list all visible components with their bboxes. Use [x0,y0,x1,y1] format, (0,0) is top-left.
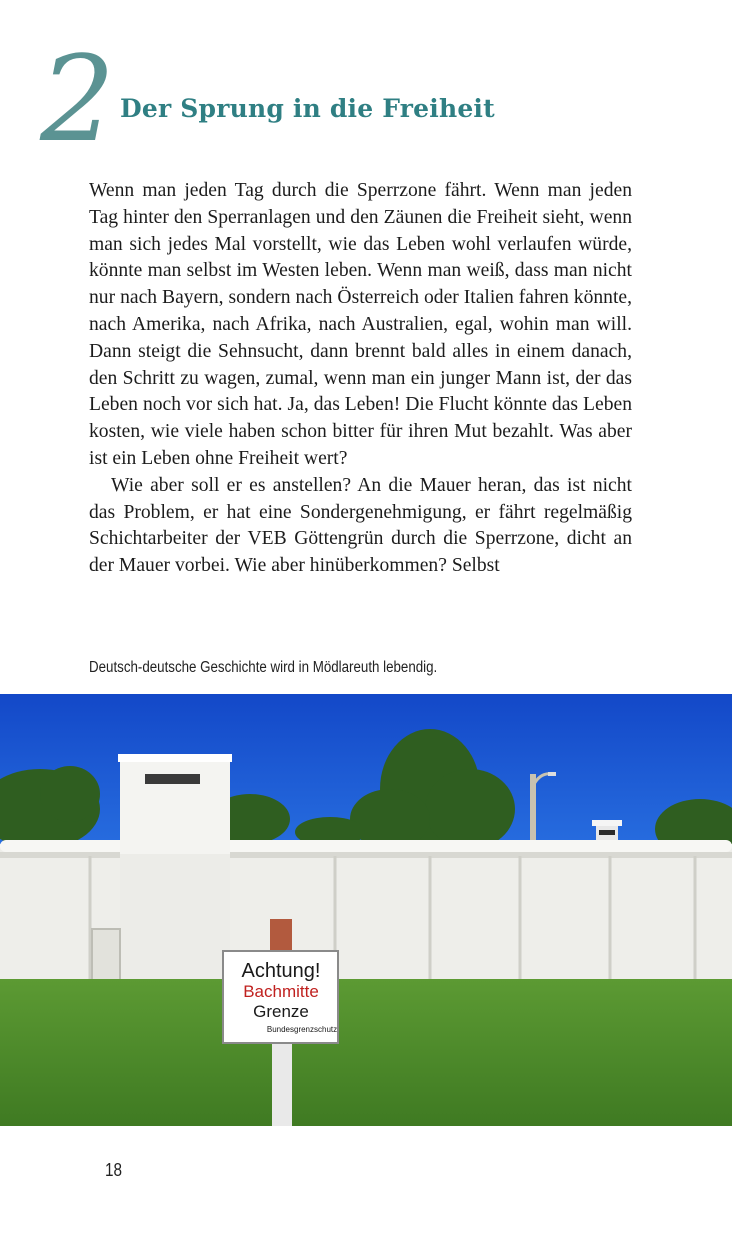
tower-block [118,754,232,984]
border-wall-photo [0,694,732,1126]
sign-line-2: Bachmitte [243,982,319,1001]
page-number: 18 [105,1160,123,1180]
photo-caption: Deutsch-deutsche Geschichte wird in Mödlareuth lebendig. [89,659,438,676]
chapter-title: Der Sprung in die Freiheit [120,94,495,123]
sign-line-3: Grenze [253,1002,309,1021]
paragraph-1: Wenn man jeden Tag durch die Sperrzone fährt. Wenn man jeden Tag hinter den Sperranlagen und den Zäunen die Freiheit sieht, wenn man sich jedes Mal vorstellt, wie das Leben wohl verlaufen würde, könnte man selbst im Westen leben. Wenn man weiß, dass man nicht nur nach Bayern, sondern nach Österreich oder Italien fahren könnte, nach Amerika, nach Afrika, nach Australien, egal, wohin man will. Dann steigt die Sehnsucht, dann brennt bald alles in einem danach, den Schritt zu wagen, zumal, wenn man ein junger Mann ist, der das Leben noch vor sich hat. Ja, das Leben! Die Flucht könnte das Leben kosten, wie viele haben schon bitter für ihren Mut bezahlt. Was aber ist ein Leben ohne Freiheit wert? [89,180,632,469]
body-text [89,178,632,580]
grass [0,979,732,1126]
chapter-number: 2 [40,30,116,168]
wall-door [92,929,120,984]
sign-line-4: Bundesgrenzschutz [266,1025,338,1034]
sign-line-1: Achtung! [241,960,321,982]
paragraph-2: Wie aber soll er es anstellen? An die Mauer heran, das ist nicht das Problem, er hat eine Sondergenehmigung, er fährt regelmäßig Schichtarbeiter der VEB Göttengrün durch die Sperrzone, dicht an der Mauer vorbei. Wie aber hinüberkommen? Selbst [89,474,632,577]
